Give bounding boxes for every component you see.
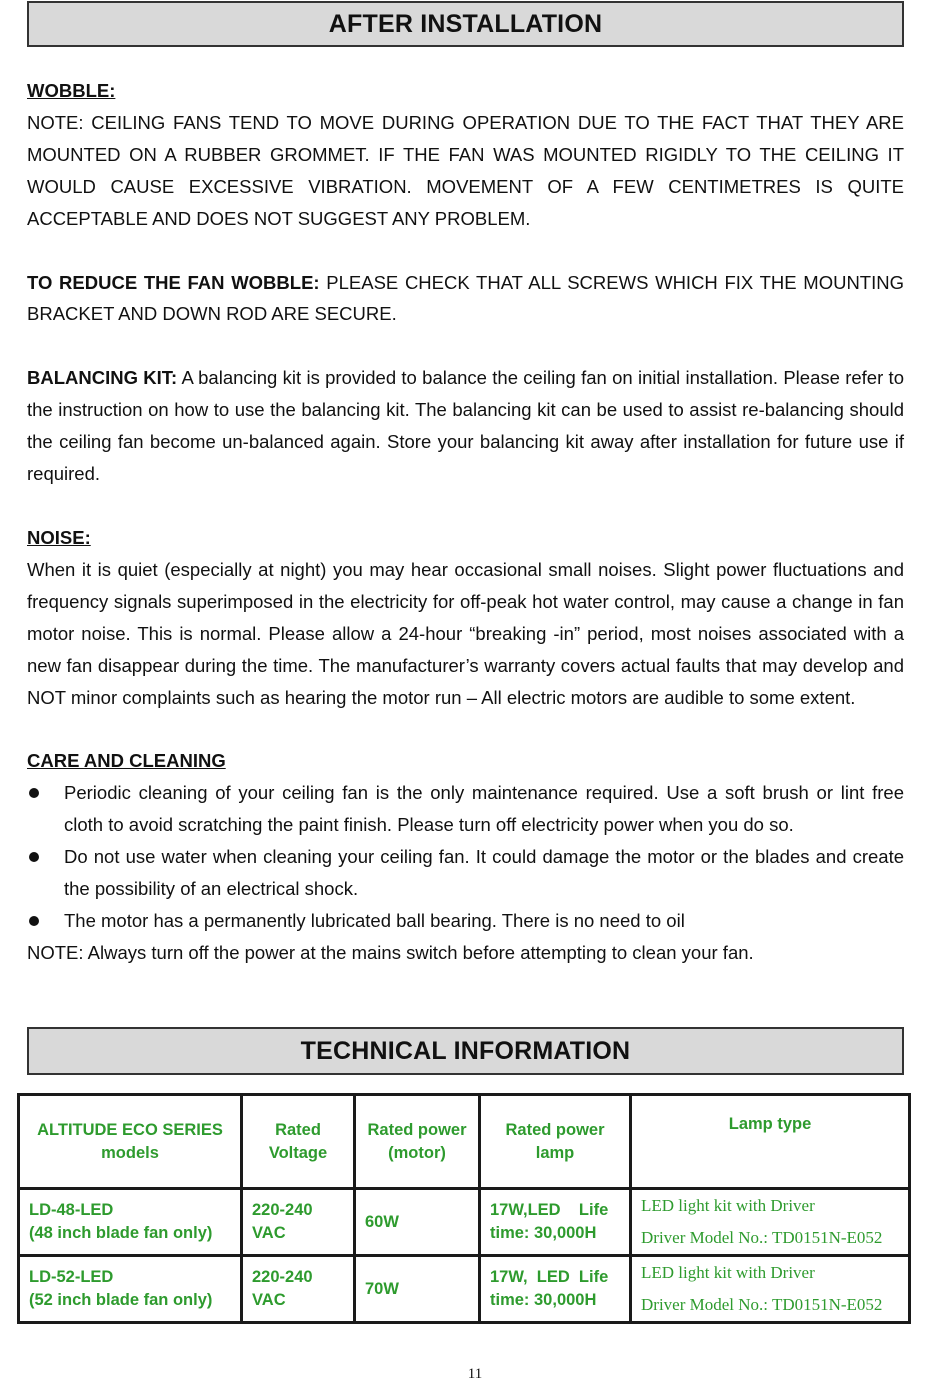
cell-motor-power: 60W: [355, 1189, 480, 1256]
after-installation-content: [27, 75, 904, 969]
list-item: The motor has a permanently lubricated ball bearing. There is no need to oil: [27, 905, 904, 937]
header-models: ALTITUDE ECO SERIES models: [19, 1095, 242, 1189]
header-lamp-power: Rated power lamp: [480, 1095, 631, 1189]
cell-voltage: 220-240 VAC: [242, 1189, 355, 1256]
wobble-heading: WOBBLE:: [27, 80, 116, 101]
header-lamp-type: Lamp type: [631, 1095, 910, 1189]
table-row: [19, 1189, 910, 1256]
technical-table: [17, 1093, 911, 1324]
bullet-icon: [29, 852, 39, 862]
after-installation-banner: AFTER INSTALLATION: [27, 1, 904, 47]
noise-text: When it is quiet (especially at night) you may hear occasional small noises. Slight power fluctuations and frequency signals superimposed in the electricity for off-peak hot water control, may cause a change in fan motor noise. This is normal. Please allow a 24-hour “breaking -in” period, most noises associated with a new fan disappear during the time. The manufacturer’s warranty covers actual faults that may develop and NOT minor complaints such as hearing the motor run – All electric motors are audible to some extent.: [27, 558, 904, 708]
care-bullet-list: [27, 777, 904, 937]
table-row: [19, 1256, 910, 1323]
list-item: Do not use water when cleaning your ceiling fan. It could damage the motor or the blades and create the possibility of an electrical shock.: [27, 841, 904, 905]
care-note: NOTE: Always turn off the power at the mains switch before attempting to clean your fan.: [27, 941, 754, 963]
cell-lamp-power: 17W,LED Life time: 30,000H: [480, 1189, 631, 1256]
care-cleaning-heading: CARE AND CLEANING: [27, 750, 226, 772]
cell-lamp-power: 17W, LED Life time: 30,000H: [480, 1256, 631, 1323]
bullet-icon: [29, 788, 39, 798]
cell-voltage: 220-240 VAC: [242, 1256, 355, 1323]
noise-heading: NOISE:: [27, 526, 91, 548]
reduce-wobble-label: TO REDUCE THE FAN WOBBLE:: [27, 271, 320, 293]
header-voltage: Rated Voltage: [242, 1095, 355, 1189]
balancing-kit-paragraph: [27, 362, 904, 490]
cell-lamp-type: LED light kit with Driver Driver Model No.: TD0151N-E052: [631, 1189, 910, 1256]
technical-information-banner: TECHNICAL INFORMATION: [27, 1027, 904, 1075]
balancing-kit-label: BALANCING KIT:: [27, 367, 178, 389]
cell-model: LD-52-LED (52 inch blade fan only): [19, 1256, 242, 1323]
balancing-kit-text: A balancing kit is provided to balance the ceiling fan on initial installation. Please refer to the instruction on how to use the balancing kit. The balancing kit can be used to assist re-balancing should the ceiling fan become un-balanced again. Store your balancing kit away after installation for future use if required.: [27, 367, 904, 485]
reduce-wobble-text: PLEASE CHECK THAT ALL SCREWS WHICH FIX THE MOUNTING BRACKET AND DOWN ROD ARE SECURE.: [27, 271, 904, 325]
reduce-wobble-paragraph: [27, 267, 904, 331]
cell-motor-power: 70W: [355, 1256, 480, 1323]
cell-model: LD-48-LED (48 inch blade fan only): [19, 1189, 242, 1256]
page-number: 11: [467, 1366, 483, 1382]
bullet-icon: [29, 916, 39, 926]
list-item: Periodic cleaning of your ceiling fan is the only maintenance required. Use a soft brush or lint free cloth to avoid scratching the paint finish. Please turn off electricity power when you do so.: [27, 777, 904, 841]
header-motor-power: Rated power (motor): [355, 1095, 480, 1189]
table-header-row: [19, 1095, 910, 1189]
cell-lamp-type: LED light kit with Driver Driver Model No.: TD0151N-E052: [631, 1256, 910, 1323]
wobble-note: NOTE: CEILING FANS TEND TO MOVE DURING OPERATION DUE TO THE FACT THAT THEY ARE MOUNTED ON A RUBBER GROMMET. IF THE FAN WAS MOUNTED RIGIDLY TO THE CEILING IT WOULD CAUSE EXCESSIVE VIBRATION. MOVEMENT OF A FEW CENTIMETRES IS QUITE ACCEPTABLE AND DOES NOT SUGGEST ANY PROBLEM.: [27, 111, 904, 229]
